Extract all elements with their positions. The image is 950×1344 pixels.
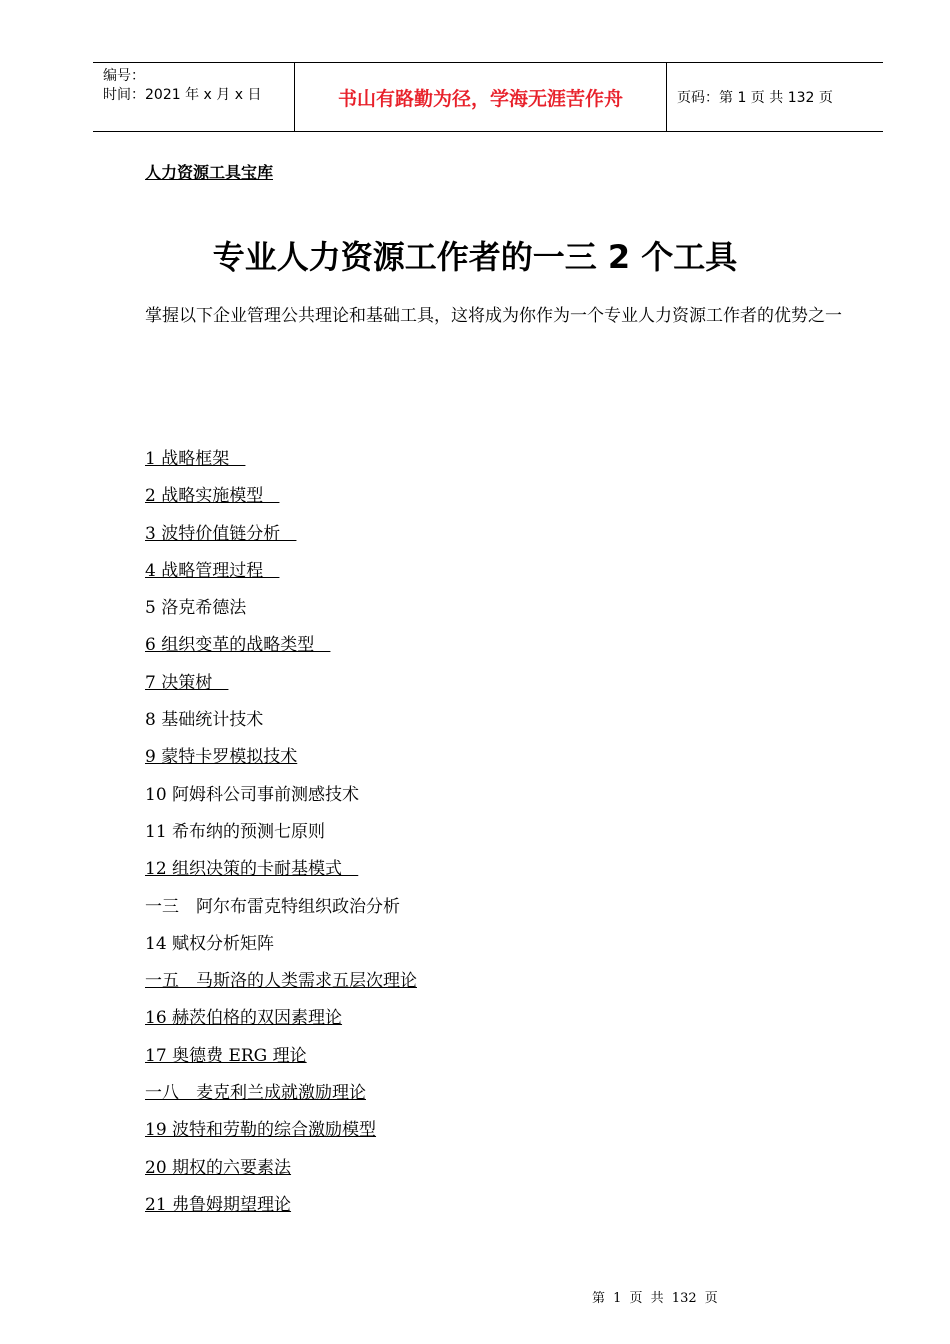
toc-item[interactable]: 20 期权的六要素法 (145, 1157, 292, 1178)
toc-item[interactable]: 1 战略框架 (145, 449, 246, 469)
header-meta-cell (93, 63, 295, 131)
doc-number-label: 编号： (103, 68, 145, 84)
page-footer: 第 1 页 共 132 页 (592, 1291, 718, 1306)
page-header (93, 62, 883, 132)
header-page-info: 页码：第 1 页 共 132 页 (677, 90, 833, 106)
toc-item: 10 阿姆科公司事前测感技术 (145, 784, 360, 805)
toc-item[interactable]: 12 组织决策的卡耐基模式 (145, 859, 359, 880)
toc-item: 14 赋权分析矩阵 (145, 933, 275, 954)
toc-item[interactable]: 4 战略管理过程 (145, 560, 280, 581)
toc-item[interactable]: 7 决策树 (145, 672, 229, 693)
toc-item[interactable]: 9 蒙特卡罗模拟技术 (145, 747, 298, 768)
header-motto: 书山有路勤为径，学海无涯苦作舟 (295, 63, 667, 131)
doc-date-label: 时间：2021 年 x 月 x 日 (103, 87, 262, 103)
toc-item[interactable]: 6 组织变革的战略类型 (145, 635, 331, 656)
toc-item[interactable]: 2 战略实施模型 (145, 486, 280, 507)
toc-item[interactable]: 21 弗鲁姆期望理论 (145, 1194, 292, 1215)
intro-paragraph: 掌握以下企业管理公共理论和基础工具，这将成为你作为一个专业人力资源工作者的优势之一 (145, 306, 842, 326)
document-title: 专业人力资源工作者的一三 2 个工具 (212, 238, 738, 276)
toc-item: 一三 阿尔布雷克特组织政治分析 (145, 896, 400, 917)
toc-item: 11 希布纳的预测七原则 (145, 821, 326, 842)
table-of-contents (145, 441, 417, 1224)
section-link[interactable]: 人力资源工具宝库 (145, 163, 274, 182)
toc-item: 5 洛克希德法 (145, 598, 247, 619)
toc-item[interactable]: 17 奥德费 ERG 理论 (145, 1045, 307, 1066)
toc-item: 8 基础统计技术 (145, 710, 264, 731)
toc-item[interactable]: 16 赫茨伯格的双因素理论 (145, 1008, 343, 1029)
toc-item[interactable]: 3 波特价值链分析 (145, 523, 297, 544)
toc-item[interactable]: 一五 马斯洛的人类需求五层次理论 (145, 971, 417, 992)
toc-item[interactable]: 19 波特和劳勒的综合激励模型 (145, 1120, 377, 1141)
toc-item[interactable]: 一八 麦克利兰成就激励理论 (145, 1083, 366, 1104)
